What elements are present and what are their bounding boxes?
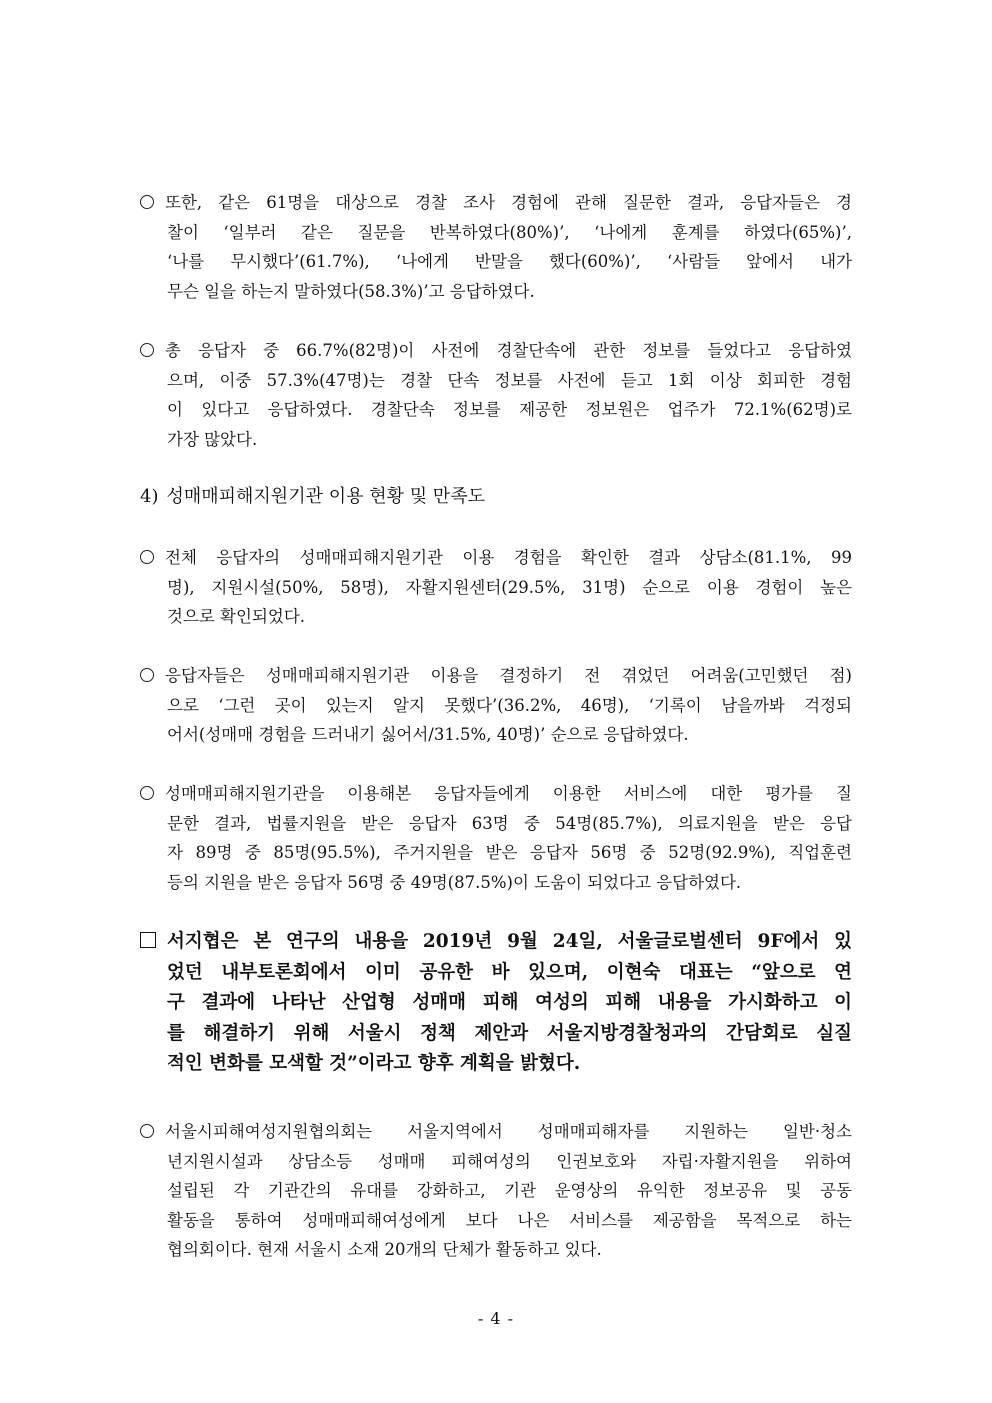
paragraph-line [140,543,852,573]
section-number: 4) [140,486,159,507]
line-text: 서지협은 본 연구의 내용을 2019년 9월 24일, 서울글로벌센터 9F에서 있 [167,931,852,952]
line-text: 전체 응답자의 성매매피해지원기관 이용 경험을 확인한 결과 상담소(81.1%, 99 [165,548,852,567]
page-number: - 4 - [477,1309,515,1328]
paragraph-police-investigation [140,188,852,306]
paragraph-difficulties [140,661,852,750]
paragraph-line: 가장 많았다. [167,429,258,449]
paragraph-line: 등의 지원을 받은 응답자 56명 중 49명(87.5%)이 도움이 되었다고 응답하였다. [167,872,742,892]
paragraph-line [140,336,852,366]
paragraph-line [140,188,852,218]
line-text: 성매매피해지원기관을 이용해본 응답자들에게 이용한 서비스에 대한 평가를 질 [165,784,852,803]
circle-bullet-icon [140,550,154,564]
paragraph-council-description [140,1117,852,1265]
circle-bullet-icon [140,1124,154,1138]
line-text: 서울시피해여성지원협의회는 서울지역에서 성매매피해자를 지원하는 일반·청소 [165,1122,852,1141]
paragraph-line: 무슨 일을 하는지 말하였다(58.3%)’고 응답하였다. [167,281,535,301]
section-title: 성매매피해지원기관 이용 현황 및 만족도 [166,486,485,507]
line-text: 총 응답자 중 66.7%(82명)이 사전에 경찰단속에 관한 정보를 들었다고 응답하였 [165,341,852,360]
paragraph-line: 설립된 각 기관간의 유대를 강화하고, 기관 운영상의 유익한 정보공유 및 공동 [167,1181,852,1200]
square-bullet-icon [140,932,156,948]
paragraph-line: 구 결과에 나타난 산업형 성매매 피해 여성의 피해 내용을 가시화하고 이 [167,992,852,1013]
paragraph-line: 으며, 이중 57.3%(47명)는 경찰 단속 정보를 사전에 듣고 1회 이상 회피한 경험 [167,370,852,390]
paragraph-line: 적인 변화를 모색할 것”이라고 향후 계획을 밝혔다. [167,1053,581,1074]
paragraph-line: 협의회이다. 현재 서울시 소재 20개의 단체가 활동하고 있다. [167,1240,602,1259]
paragraph-line [140,779,852,809]
circle-bullet-icon [140,343,154,357]
paragraph-line: 년지원시설과 상담소등 성매매 피해여성의 인권보호와 자립·자활지원을 위하여 [167,1151,852,1171]
paragraph-line: 활동을 통하여 성매매피해여성에게 보다 나은 서비스를 제공함을 목적으로 하는 [167,1210,852,1230]
paragraph-line: 었던 내부토론회에서 이미 공유한 바 있으며, 이현숙 대표는 “앞으로 연 [167,961,852,983]
paragraph-line: 것으로 확인되었다. [167,607,306,626]
paragraph-line [140,1117,852,1147]
paragraph-line: 어서(성매매 경험을 드러내기 싫어서/31.5%, 40명)’ 순으로 응답하였다. [167,725,689,744]
paragraph-service-evaluation [140,779,852,897]
circle-bullet-icon [140,786,154,800]
paragraph-future-plan [140,927,852,1080]
paragraph-line: 으로 ‘그런 곳이 있는지 알지 못했다’(36.2%, 46명), ‘기록이 남을까봐 걱정되 [167,695,852,715]
line-text: 응답자들은 성매매피해지원기관 이용을 결정하기 전 겪었던 어려움(고민했던 점) [165,666,852,685]
paragraph-crackdown-info [140,336,852,454]
paragraph-line: 찰이 ‘일부러 같은 질문을 반복하였다(80%)’, ‘나에게 훈계를 하였다(65%)’, [167,222,852,242]
line-text: 또한, 같은 61명을 대상으로 경찰 조사 경험에 관해 질문한 결과, 응답자들은 경 [165,193,852,212]
paragraph-line: 명), 지원시설(50%, 58명), 자활지원센터(29.5%, 31명) 순으로 이용 경험이 높은 [167,577,852,597]
paragraph-line: 자 89명 중 85명(95.5%), 주거지원을 받은 응답자 56명 중 52명(92.9%), 직업훈련 [167,843,852,862]
circle-bullet-icon [140,195,154,209]
paragraph-line: 를 해결하기 위해 서울시 정책 제안과 서울지방경찰청과의 간담회로 실질 [167,1022,852,1044]
paragraph-line [140,927,852,958]
paragraph-line: ‘나를 무시했다’(61.7%), ‘나에게 반말을 했다(60%)’, ‘사람들 앞에서 내가 [167,252,852,271]
section-heading [140,482,852,512]
paragraph-usage-experience [140,543,852,632]
paragraph-line: 이 있다고 응답하였다. 경찰단속 정보를 제공한 정보원은 업주가 72.1%(62명)로 [167,400,852,419]
paragraph-line: 문한 결과, 법률지원을 받은 응답자 63명 중 54명(85.7%), 의료지원을 받은 응답 [167,813,852,833]
circle-bullet-icon [140,668,154,682]
paragraph-line [140,661,852,691]
